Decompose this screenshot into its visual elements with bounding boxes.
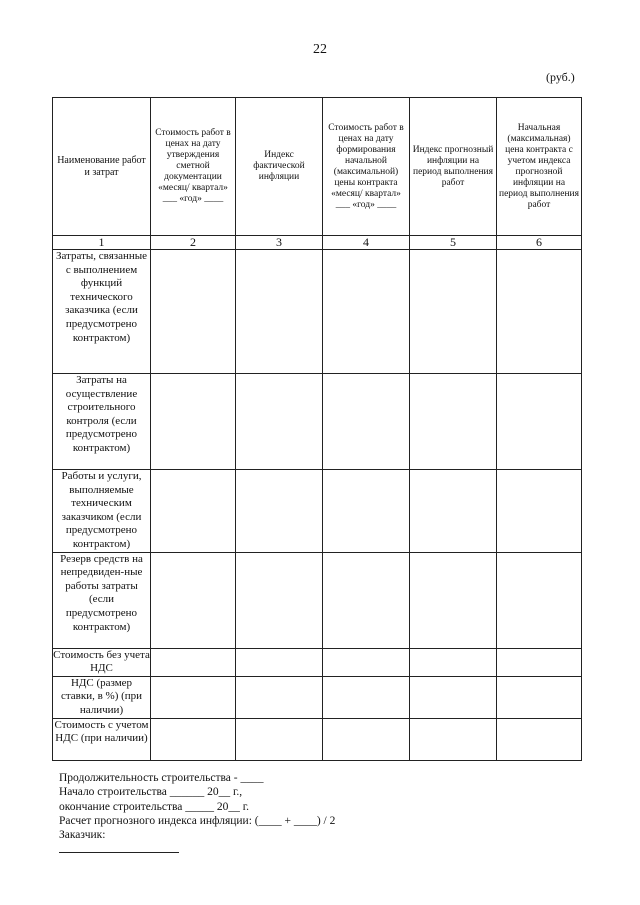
value-cell[interactable]	[151, 552, 236, 648]
cost-table	[52, 97, 582, 761]
value-cell[interactable]	[323, 718, 410, 760]
construction-start: Начало строительства ______ 20__ г.,	[59, 786, 243, 799]
column-number: 6	[497, 236, 582, 250]
column-number: 2	[151, 236, 236, 250]
table-row	[53, 648, 582, 676]
value-cell[interactable]	[236, 250, 323, 374]
row-name: Стоимость с учетом НДС (при наличии)	[53, 718, 151, 760]
row-name: Затраты на осуществление строительного контроля (если предусмотрено контрактом)	[53, 374, 151, 470]
value-cell[interactable]	[497, 718, 582, 760]
footer-notes	[59, 771, 335, 842]
header-cell: Наименование работ и затрат	[53, 98, 151, 236]
inflation-index-calc: Расчет прогнозного индекса инфляции: (____ + ____) / 2	[59, 814, 336, 827]
value-cell[interactable]	[410, 648, 497, 676]
value-cell[interactable]	[410, 470, 497, 553]
value-cell[interactable]	[151, 250, 236, 374]
value-cell[interactable]	[236, 374, 323, 470]
value-cell[interactable]	[410, 250, 497, 374]
table-row	[53, 250, 582, 374]
value-cell[interactable]	[323, 374, 410, 470]
value-cell[interactable]	[323, 470, 410, 553]
row-name: Работы и услуги, выполняемые техническим заказчиком (если предусмотрено контрактом)	[53, 470, 151, 553]
header-row	[53, 98, 582, 236]
header-cell: Индекс фактической инфляции	[236, 98, 323, 236]
construction-duration: Продолжительность строительства - ____	[59, 772, 264, 784]
construction-end: окончание строительства _____ 20__ г.	[59, 800, 250, 813]
value-cell[interactable]	[497, 374, 582, 470]
value-cell[interactable]	[323, 676, 410, 718]
table-row	[53, 470, 582, 553]
value-cell[interactable]	[497, 648, 582, 676]
row-name: НДС (размер ставки, в %) (при наличии)	[53, 676, 151, 718]
table-row	[53, 374, 582, 470]
row-name: Резерв средств на непредвиден-ные работы затраты (если предусмотрено контрактом)	[53, 552, 151, 648]
value-cell[interactable]	[410, 374, 497, 470]
value-cell[interactable]	[236, 552, 323, 648]
page-number: 22	[313, 42, 327, 57]
signature-line	[59, 852, 179, 853]
column-number: 5	[410, 236, 497, 250]
value-cell[interactable]	[236, 470, 323, 553]
value-cell[interactable]	[497, 552, 582, 648]
header-cell: Индекс прогнозный инфляции на период выполнения работ	[410, 98, 497, 236]
header-cell: Стоимость работ в ценах на дату формирования начальной (максимальной) цены контракта «месяц/ квартал» ___ «год» ____	[323, 98, 410, 236]
value-cell[interactable]	[497, 250, 582, 374]
row-name: Стоимость без учета НДС	[53, 648, 151, 676]
value-cell[interactable]	[236, 676, 323, 718]
header-cell: Стоимость работ в ценах на дату утверждения сметной документации «месяц/ квартал» ___ «год» ____	[151, 98, 236, 236]
value-cell[interactable]	[151, 676, 236, 718]
row-name: Затраты, связанные с выполнением функций технического заказчика (если предусмотрено контрактом)	[53, 250, 151, 374]
table-row	[53, 718, 582, 760]
table-row	[53, 676, 582, 718]
table-row	[53, 552, 582, 648]
value-cell[interactable]	[323, 250, 410, 374]
value-cell[interactable]	[151, 374, 236, 470]
header-cell: Начальная (максимальная) цена контракта с учетом индекса прогнозной инфляции на период выполнения работ	[497, 98, 582, 236]
value-cell[interactable]	[410, 552, 497, 648]
value-cell[interactable]	[236, 718, 323, 760]
column-number: 1	[53, 236, 151, 250]
value-cell[interactable]	[323, 552, 410, 648]
value-cell[interactable]	[410, 676, 497, 718]
value-cell[interactable]	[151, 718, 236, 760]
column-number: 3	[236, 236, 323, 250]
value-cell[interactable]	[497, 676, 582, 718]
customer-label: Заказчик:	[59, 829, 106, 842]
value-cell[interactable]	[497, 470, 582, 553]
value-cell[interactable]	[151, 470, 236, 553]
value-cell[interactable]	[410, 718, 497, 760]
currency-unit: (руб.)	[546, 70, 575, 84]
column-number-row	[53, 236, 582, 250]
value-cell[interactable]	[236, 648, 323, 676]
value-cell[interactable]	[323, 648, 410, 676]
value-cell[interactable]	[151, 648, 236, 676]
column-number: 4	[323, 236, 410, 250]
